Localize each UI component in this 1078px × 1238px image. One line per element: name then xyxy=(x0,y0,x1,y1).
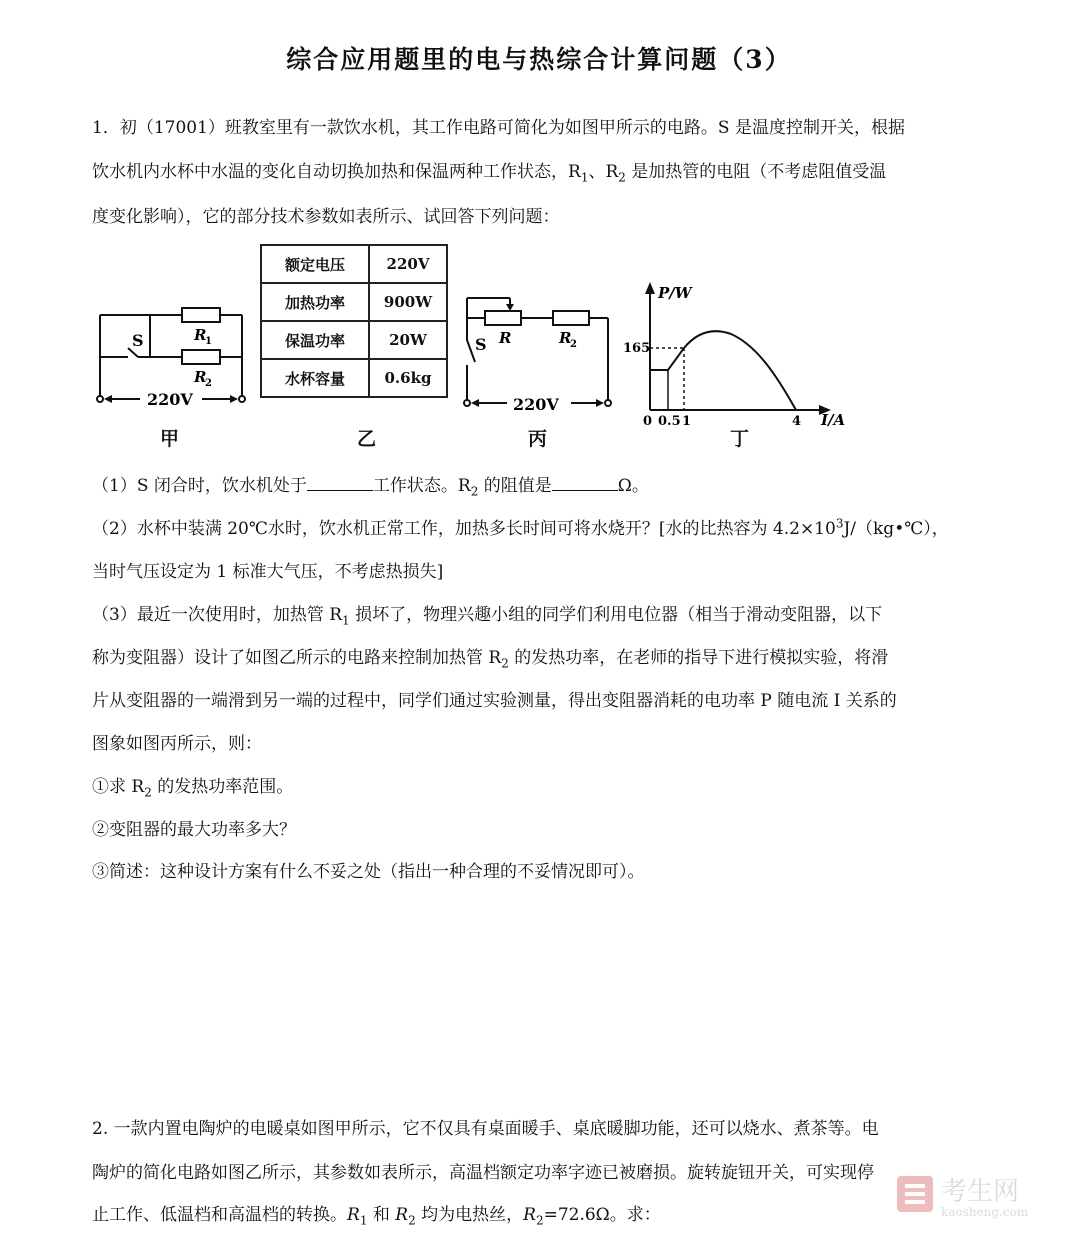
svg-text:I/A: I/A xyxy=(821,411,846,428)
answer-blank[interactable] xyxy=(552,476,618,491)
svg-text:220V: 220V xyxy=(147,390,193,409)
svg-text:S: S xyxy=(132,331,144,350)
svg-text:S: S xyxy=(475,335,487,354)
svg-text:P/W: P/W xyxy=(658,284,692,302)
q1-part-3-line-2: 称为变阻器）设计了如图乙所示的电路来控制加热管 $R_2$ 的发热功率，在老师的指导下进行模拟实验，将滑 xyxy=(92,648,889,671)
q1-part-2-line-1: （2）水杯中装满 20℃水时，饮水机正常工作，加热多长时间可将水烧开？[水的比热容为 $4.2\times 10^3J/(kg•℃)$， xyxy=(92,516,949,539)
svg-text:2: 2 xyxy=(570,339,577,350)
svg-text:220V: 220V xyxy=(513,395,559,414)
table-row: 保温功率 20W xyxy=(261,321,447,359)
caption-bing: 丙 xyxy=(528,428,548,450)
svg-text:1: 1 xyxy=(682,414,692,428)
svg-text:0: 0 xyxy=(643,414,653,428)
svg-text:R: R xyxy=(194,368,207,386)
q1-sub-2: ②变阻器的最大功率多大？ xyxy=(92,820,296,840)
svg-text:kaosheng.com: kaosheng.com xyxy=(941,1205,1029,1219)
answer-blank[interactable] xyxy=(307,476,373,491)
table-row: 水杯容量 0.6kg xyxy=(261,359,447,397)
page-title: 综合应用题里的电与热综合计算问题（3） xyxy=(286,45,792,74)
rheostat-r xyxy=(485,311,521,325)
resistor-r1 xyxy=(182,308,220,322)
caption-jia: 甲 xyxy=(160,428,180,450)
circuit-bing xyxy=(455,290,625,415)
svg-text:1: 1 xyxy=(205,336,212,347)
resistor-r2 xyxy=(182,350,220,364)
q1-part-2-line-2: 当时气压设定为 1 标准大气压，不考虑热损失] xyxy=(92,562,444,582)
q1-part-1: （1）S 闭合时，饮水机处于 工作状态。$R_2$ 的阻值是 Ω。 xyxy=(92,476,649,499)
table-row: 额定电压 220V xyxy=(261,245,447,283)
watermark-logo xyxy=(895,1170,1065,1220)
q1-intro-line-3: 度变化影响），它的部分技术参数如表所示、试回答下列问题： xyxy=(92,207,560,227)
svg-text:考生网: 考生网 xyxy=(941,1177,1020,1207)
spec-table xyxy=(260,244,448,398)
watermark-icon xyxy=(895,1170,1065,1220)
q1-part-3-line-3: 片从变阻器的一端滑到另一端的过程中，同学们通过实验测量，得出变阻器消耗的电功率 P 随电流 I 关系的 xyxy=(92,691,897,711)
q2-line-2: 陶炉的简化电路如图乙所示，其参数如表所示，高温档额定功率字迹已被磨损。旋转旋钮开关，可实现停 xyxy=(92,1163,874,1183)
q2-line-1: 2. 一款内置电陶炉的电暖桌如图甲所示，它不仅具有桌面暖手、桌底暖脚功能，还可以烧水、煮茶等。电 xyxy=(92,1119,879,1139)
caption-ding: 丁 xyxy=(730,428,750,450)
graph-ding xyxy=(618,278,858,428)
q1-part-3-line-4: 图象如图丙所示，则： xyxy=(92,734,262,754)
resistor-r2 xyxy=(553,311,589,325)
svg-text:R: R xyxy=(194,326,207,344)
svg-text:R: R xyxy=(559,329,572,347)
q1-sub-3: ③简述：这种设计方案有什么不妥之处（指出一种合理的不妥情况即可）。 xyxy=(92,862,645,882)
caption-yi: 乙 xyxy=(357,428,377,450)
q2-line-3: 止工作、低温档和高温档的转换。$R_1$ 和 $R_2$ 均为电热丝，$R_2=72.6\Omega$。求： xyxy=(92,1205,661,1228)
switch-s xyxy=(467,340,475,362)
circuit-jia xyxy=(90,300,255,415)
svg-text:0.5: 0.5 xyxy=(658,414,681,428)
q1-sub-1: ①求 $R_2$ 的发热功率范围。 xyxy=(92,777,294,800)
q1-intro-line-1: 1．初（17001）班教室里有一款饮水机，其工作电路可简化为如图甲所示的电路。S 是温度控制开关，根据 xyxy=(92,118,905,138)
svg-text:R: R xyxy=(499,329,512,347)
svg-text:165: 165 xyxy=(623,341,651,356)
power-curve xyxy=(650,331,796,410)
svg-text:2: 2 xyxy=(205,378,212,389)
q1-part-3-line-1: （3）最近一次使用时，加热管 $R_1$ 损坏了，物理兴趣小组的同学们利用电位器（相当于滑动变阻器，以下 xyxy=(92,605,883,628)
svg-text:4: 4 xyxy=(792,414,802,428)
q1-intro-line-2: 饮水机内水杯中水温的变化自动切换加热和保温两种工作状态，$R_1$、$R_2$ 是加热管的电阻（不考虑阻值受温 xyxy=(92,162,887,185)
table-row: 加热功率 900W xyxy=(261,283,447,321)
